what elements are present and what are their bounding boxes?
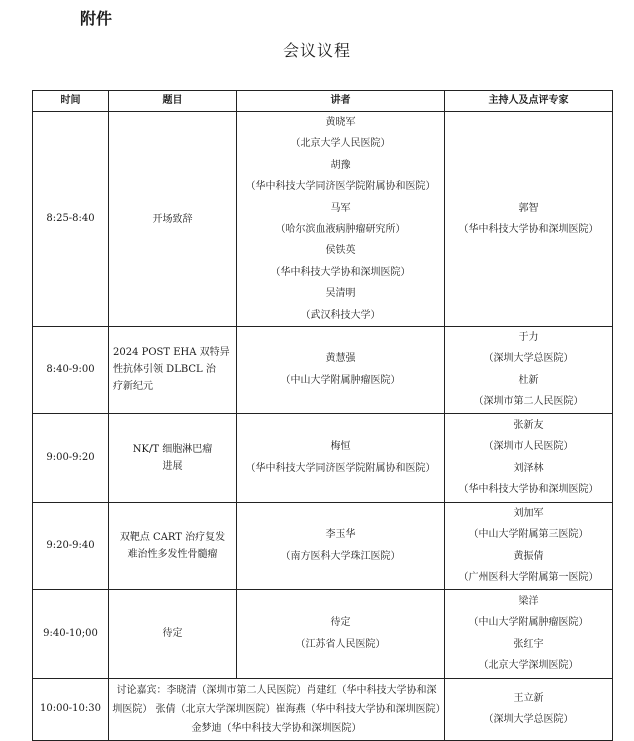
- attachment-label: 附件: [80, 9, 113, 28]
- table-row: [33, 589, 613, 678]
- topic-cell: [109, 589, 237, 678]
- host-name: 黄振倩: [513, 550, 544, 562]
- topic-line: 双靶点 CART 治疗复发: [119, 531, 226, 543]
- speaker-cell: [237, 112, 445, 327]
- topic-cell: [109, 327, 237, 414]
- host-name: 张新友: [513, 419, 544, 431]
- speaker-name: 黄慧强: [325, 353, 356, 365]
- host-name: 刘加军: [513, 507, 544, 519]
- speaker-affiliation: （中山大学附属肿瘤医院）: [280, 374, 401, 386]
- topic-cell: [109, 413, 237, 502]
- host-affiliation: （中山大学附属第三医院）: [468, 529, 589, 541]
- table-row: [33, 327, 613, 414]
- host-cell: [445, 589, 613, 678]
- speaker-cell: [237, 502, 445, 589]
- topic-cell: [109, 502, 237, 589]
- speaker-cell: [237, 589, 445, 678]
- speaker-affiliation: （北京大学人民医院）: [290, 138, 391, 150]
- speaker-name: 马军: [330, 202, 351, 214]
- host-cell: [445, 413, 613, 502]
- topic-cell: [109, 112, 237, 327]
- speaker-cell: [237, 413, 445, 502]
- host-affiliation: （深圳市人民医院）: [483, 441, 574, 453]
- table-row: [33, 112, 613, 327]
- host-affiliation: （深圳大学总医院）: [483, 714, 574, 726]
- speaker-name: 黄晓军: [325, 117, 356, 128]
- speaker-name: 胡豫: [330, 159, 351, 171]
- topic-line: 2024 POST EHA 双特异: [113, 347, 230, 359]
- host-cell: [445, 112, 613, 327]
- speaker-name: 吴清明: [325, 288, 356, 300]
- host-affiliation: （北京大学深圳医院）: [478, 660, 579, 672]
- host-affiliation: （华中科技大学协和深圳医院）: [458, 224, 599, 236]
- topic-line: 疗新纪元: [113, 381, 153, 393]
- speaker-affiliation: （武汉科技大学）: [300, 309, 381, 321]
- speaker-affiliation: （哈尔滨血液病肿瘤研究所）: [275, 224, 406, 236]
- header-speaker: 讲者: [237, 91, 445, 112]
- time-cell: 8:25-8:40: [33, 112, 109, 327]
- host-affiliation: （广州医科大学附属第一医院）: [458, 572, 599, 584]
- host-affiliation: （华中科技大学协和深圳医院）: [458, 484, 599, 496]
- header-row: [33, 91, 613, 112]
- host-name: 郭智: [518, 202, 539, 214]
- host-name: 梁洋: [518, 595, 539, 607]
- speaker-affiliation: （华中科技大学同济医学院附属协和医院）: [245, 462, 436, 474]
- host-affiliation: （深圳市第二人民医院）: [473, 396, 584, 408]
- header-time: 时间: [33, 91, 109, 112]
- host-name: 于力: [518, 332, 539, 344]
- time-cell: 8:40-9:00: [33, 327, 109, 414]
- time-cell: 10:00-10:30: [33, 678, 109, 740]
- host-affiliation: （中山大学附属肿瘤医院）: [468, 617, 589, 629]
- speaker-affiliation: （华中科技大学同济医学院附属协和医院）: [245, 181, 436, 193]
- topic-line: 开场致辞: [152, 213, 193, 225]
- speaker-affiliation: （华中科技大学协和深圳医院）: [270, 266, 411, 278]
- page-title: 会议议程: [282, 41, 351, 60]
- host-cell: [445, 327, 613, 414]
- speaker-affiliation: （江苏省人民医院）: [295, 638, 386, 650]
- header-topic: 题目: [109, 91, 237, 112]
- header-host: 主持人及点评专家: [445, 91, 613, 112]
- topic-line: 难治性多发性骨髓瘤: [127, 548, 218, 560]
- speaker-name: 侯铁英: [325, 245, 356, 257]
- table-row: [33, 678, 613, 740]
- speaker-name: 梅恒: [330, 441, 351, 453]
- host-cell: [445, 678, 613, 740]
- host-name: 杜新: [518, 374, 539, 386]
- host-name: 王立新: [513, 692, 544, 704]
- host-affiliation: （深圳大学总医院）: [483, 353, 574, 365]
- host-cell: [445, 502, 613, 589]
- topic-line: 性抗体引领 DLBCL 治: [113, 364, 216, 376]
- table-row: [33, 502, 613, 589]
- host-name: 张红宇: [513, 638, 544, 650]
- topic-line: 待定: [162, 628, 183, 640]
- topic-line: NK/T 细胞淋巴瘤: [132, 443, 213, 455]
- time-cell: 9:40-10;00: [33, 589, 109, 678]
- table-row: [33, 413, 613, 502]
- agenda-table: [32, 90, 613, 741]
- speaker-name: 待定: [330, 617, 351, 629]
- speaker-name: 李玉华: [325, 529, 356, 541]
- time-cell: 9:00-9:20: [33, 413, 109, 502]
- speaker-cell: [237, 327, 445, 414]
- time-cell: 9:20-9:40: [33, 502, 109, 589]
- topic-line: 进展: [162, 460, 183, 472]
- host-name: 刘泽林: [513, 462, 544, 474]
- speaker-affiliation: （南方医科大学珠江医院）: [280, 550, 401, 562]
- discussion-guests: 讨论嘉宾：李晓清（深圳市第二人民医院）肖建红（华中科技大学协和深圳医院） 张倩（北京大学深圳医院）崔海燕（华中科技大学协和深圳医院）金梦迪（华中科技大学协和深圳医院）: [109, 678, 445, 740]
